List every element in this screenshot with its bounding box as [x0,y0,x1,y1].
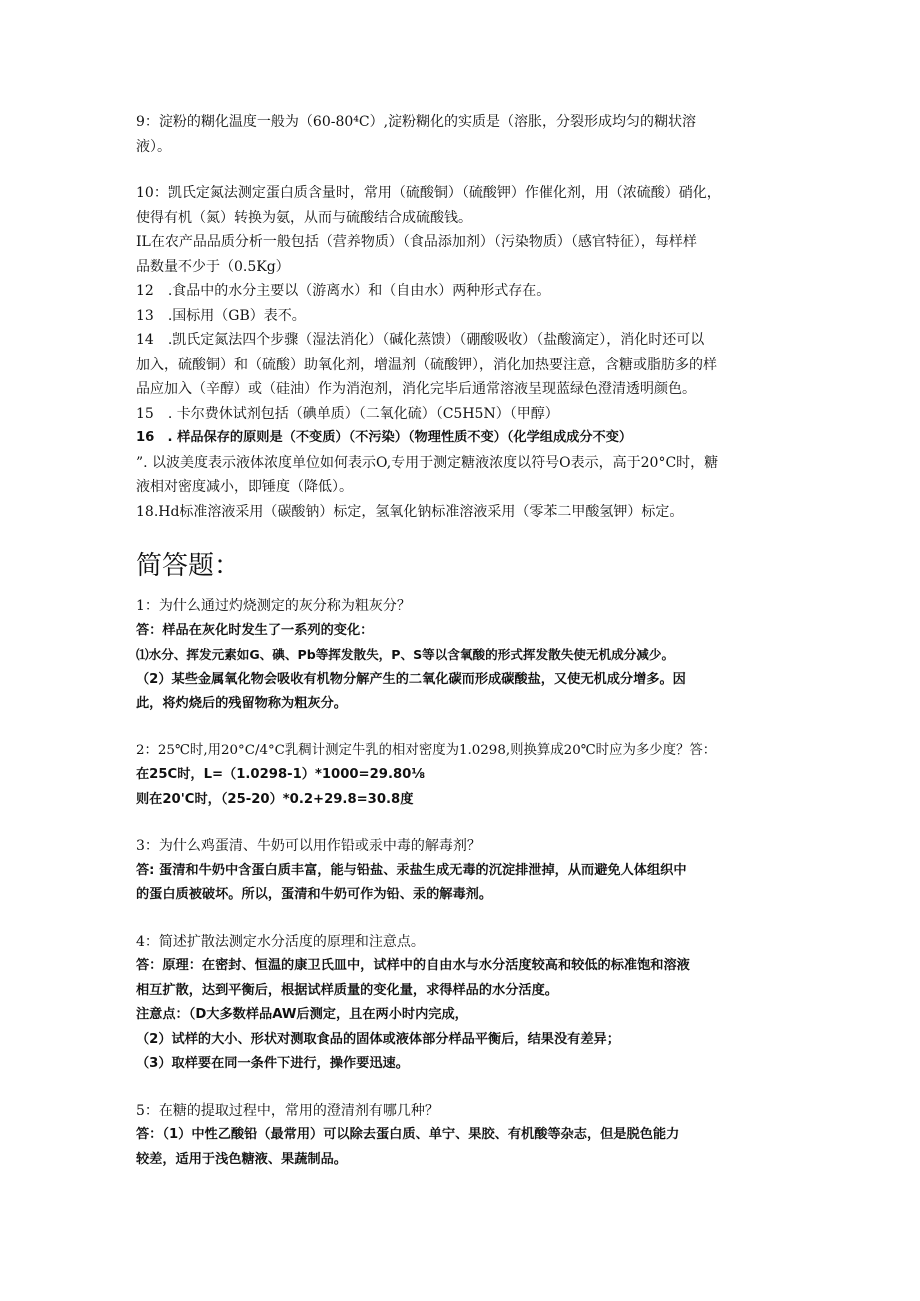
answer-line: （2）某些金属氧化物会吸收有机物分解产生的二氧化碳而形成碳酸盐，又使无机成分增多。因 [136,671,686,687]
question-text: 5：在糖的提取过程中，常用的澄清剂有哪几种？ [136,1102,439,1119]
answer-line: 注意点：（D大多数样品AW后测定，且在两小时内完成， [136,1007,468,1022]
answer-line: 则在20'C时，（25-20）*0.2+29.8=30.8度 [136,791,414,807]
question-text: 3：为什么鸡蛋清、牛奶可以用作铅或汞中毒的解毒剂？ [136,838,481,854]
answer-line: （3）取样要在同一条件下进行，操作要迅速。 [136,1056,409,1071]
answer-line: 此，将灼烧后的残留物称为粗灰分。 [136,696,347,711]
question-block-3 [136,834,796,908]
answer-line: ⑴水分、挥发元素如G、碘、Pb等挥发散失，P、S等以含氧酸的形式挥发散失使无机成分减少。 [136,647,675,662]
fill-in-line: 16 . 样品保存的原则是（不变质）（不污染）（物理性质不变）（化学组成成分不变） [136,430,633,445]
fill-in-line: 12 .食品中的水分主要以（游离水）和（自由水）两种形式存在。 [136,283,551,299]
fill-in-line: 10：凯氏定氮法测定蛋白质含量时，常用（硫酸铜）（硫酸钾）作催化剂，用（浓硫酸）硝化， [136,185,721,201]
fill-in-line: 15 . 卡尔费休试剂包括（碘单质）（二氧化硫）（C5H5N）（甲醇） [136,405,559,422]
answer-line: 答: 蛋清和牛奶中含蛋白质丰富，能与铅盐、汞盐生成无毒的沉淀排泄掉，从而避免人体组织中 [136,862,687,878]
fill-in-line: 使得有机（氮）转换为氨，从而与硫酸结合成硫酸钱。 [136,209,472,226]
fill-in-line: ”. 以波美度表示液体浓度单位如何表示O,专用于测定糖液浓度以符号O表示，高于20°C时，糖 [136,454,719,471]
question-text: 4：简述扩散法测定水分活度的原理和注意点。 [136,933,425,950]
answer-line: 在25C时，L=（1.0298-1）*1000=29.80⅛ [136,767,425,782]
answer-line: 答：样品在灰化时发生了一系列的变化： [136,622,374,638]
fill-in-line: 液）。 [136,138,171,155]
answer-line: 较差，适用于浅色糖液、果蔬制品。 [136,1151,347,1167]
question-block-2 [136,739,796,813]
fill-in-line: 13 .国标用（GB）表不。 [136,307,306,324]
fill-in-line: 9：淀粉的糊化温度一般为（60-80⁴C）,淀粉糊化的实质是（溶胀，分裂形成均匀的糊状溶 [136,114,697,130]
document-body [136,110,796,1172]
answer-line: 答：（1）中性乙酸铅（最常用）可以除去蛋白质、单宁、果胶、有机酸等杂志，但是脱色能力 [136,1127,680,1142]
section-title: 简答题： [136,551,241,581]
fill-in-line: 液相对密度减小，即锤度（降低）。 [136,479,353,495]
fill-in-line: 加入，硫酸铜）和（硫酸）助氧化剂，增温剂（硫酸钾），消化加热要注意，含糖或脂肪多的样 [136,356,717,373]
question-text: 2：25℃时,用20°C∕4°C乳稠计测定牛乳的相对密度为1.0298,则换算成20℃时应为多少度？答： [136,742,717,758]
answer-line: 的蛋白质被破坏。所以，蛋清和牛奶可作为铅、汞的解毒剂。 [136,887,493,902]
fill-in-line: 品数量不少于（0.5Kg） [136,258,290,275]
fill-in-line: 14 .凯氏定氮法四个步骤（湿法消化）（碱化蒸馈）（硼酸吸收）（盐酸滴定），消化时还可以 [136,332,705,348]
fill-in-line: 18.Hd标准溶液采用（碳酸钠）标定，氢氧化钠标准溶液采用（零苯二甲酸氢钾）标定。 [136,503,684,520]
question-block-1 [136,594,796,717]
fill-in-line: 品应加入（辛醇）或（硅油）作为消泡剂，消化完毕后通常溶液呈现蓝绿色澄清透明颜色。 [136,381,696,397]
answer-line: 答：原理：在密封、恒温的康卫氏皿中，试样中的自由水与水分活度较高和较低的标准饱和溶液 [136,958,690,973]
fill-in-line: IL在农产品品质分析一般包括（营养物质）（食品添加剂）（污染物质）（感官特征），每样样 [136,234,697,250]
answer-line: （2）试样的大小、形状对测取食品的固体或液体部分样品平衡后，结果没有差异； [136,1031,620,1047]
question-text: 1：为什么通过灼烧测定的灰分称为粗灰分？ [136,598,411,614]
answer-line: 相互扩散，达到平衡后，根据试样质量的变化量，求得样品的水分活度。 [136,982,558,998]
question-block-4 [136,930,796,1077]
question-block-5 [136,1099,796,1173]
